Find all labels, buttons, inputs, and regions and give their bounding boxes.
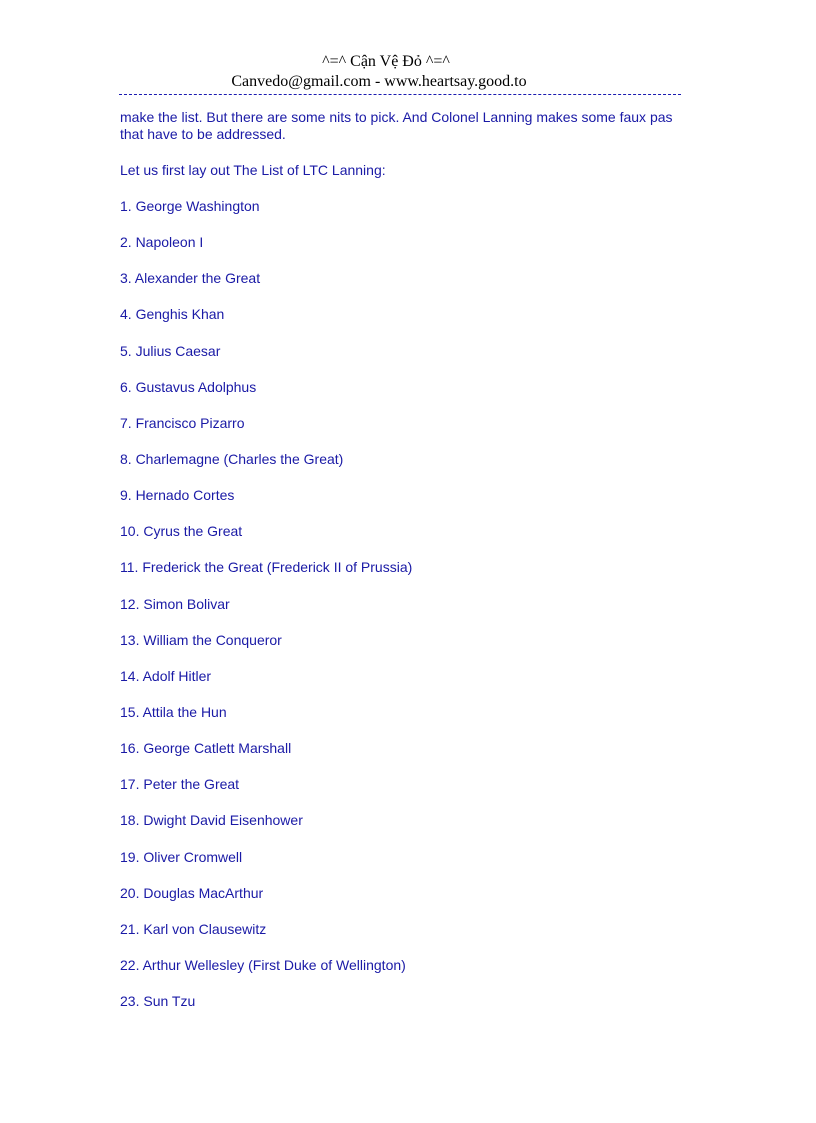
contact-line: Canvedo@gmail.com - www.heartsay.good.to: [231, 73, 527, 90]
list-item: 10. Cyrus the Great: [120, 523, 243, 540]
list-item: 7. Francisco Pizarro: [120, 414, 245, 431]
list-item: 14. Adolf Hitler: [120, 667, 212, 684]
list-item: 20. Douglas MacArthur: [120, 884, 264, 901]
list-item: 23. Sun Tzu: [120, 993, 196, 1010]
list-item: 21. Karl von Clausewitz: [120, 920, 267, 937]
list-item: 6. Gustavus Adolphus: [120, 378, 257, 395]
list-item: 17. Peter the Great: [120, 776, 240, 793]
ranked-list: [120, 198, 690, 1029]
list-item: 11. Frederick the Great (Frederick II of Prussia): [120, 559, 413, 576]
list-item: 15. Attila the Hun: [120, 703, 227, 720]
document-body: [120, 109, 690, 1029]
list-item: 22. Arthur Wellesley (First Duke of Wellington): [120, 956, 406, 973]
list-item: 3. Alexander the Great: [120, 270, 261, 287]
list-item: 2. Napoleon I: [120, 234, 204, 251]
list-lead-in: Let us first lay out The List of LTC Lanning:: [120, 162, 386, 178]
intro-paragraph: make the list. But there are some nits to pick. And Colonel Lanning makes some faux pas that have to be addressed.: [120, 109, 673, 142]
list-item: 13. William the Conqueror: [120, 631, 282, 648]
list-item: 9. Hernado Cortes: [120, 487, 235, 504]
list-item: 18. Dwight David Eisenhower: [120, 812, 303, 829]
list-item: 1. George Washington: [120, 198, 260, 214]
list-item: 4. Genghis Khan: [120, 306, 225, 323]
dashed-divider: [119, 94, 681, 95]
list-item: 12. Simon Bolivar: [120, 595, 230, 612]
page-title: ^=^ Cận Vệ Đỏ ^=^: [322, 53, 450, 70]
list-item: 16. George Catlett Marshall: [120, 740, 292, 757]
list-item: 5. Julius Caesar: [120, 342, 221, 359]
list-item: 8. Charlemagne (Charles the Great): [120, 450, 344, 467]
list-item: 19. Oliver Cromwell: [120, 848, 243, 865]
